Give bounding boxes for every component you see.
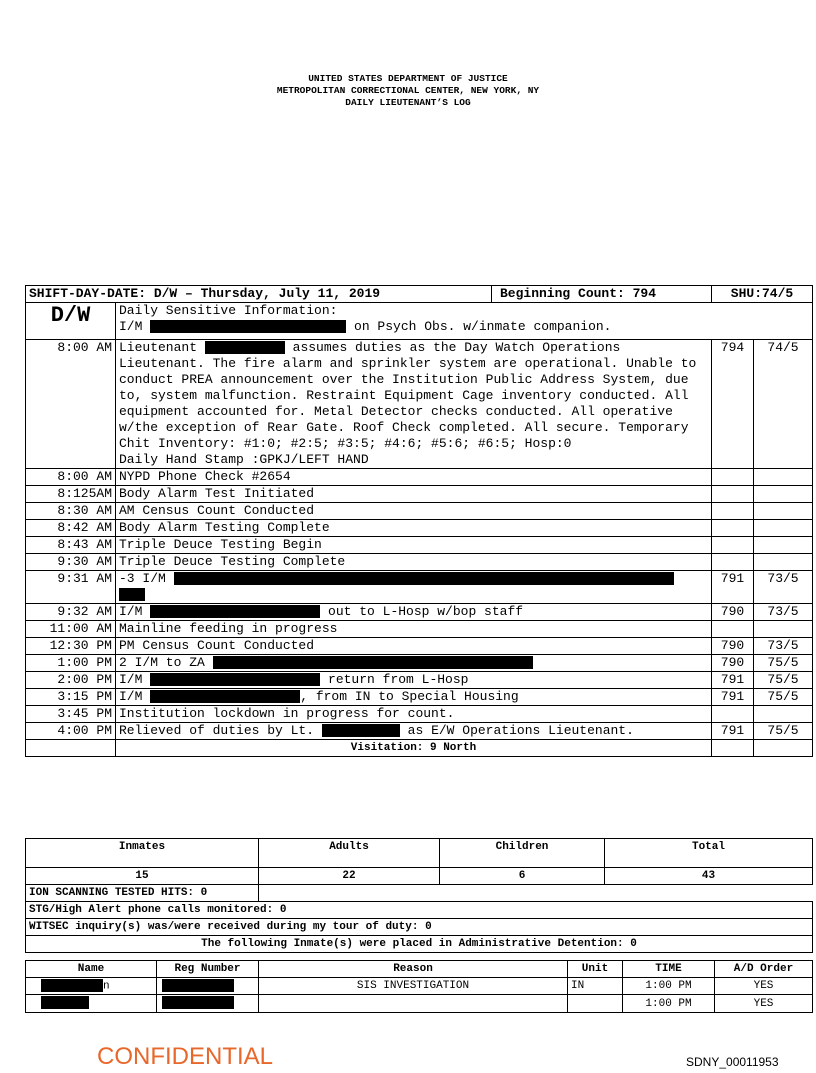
- entry-shu: [754, 520, 813, 537]
- admin-detention-title: The following Inmate(s) were placed in Administrative Detention: 0: [26, 936, 813, 953]
- entry-shu: [754, 554, 813, 571]
- entry-count: 790: [712, 604, 754, 621]
- sensitive-label: Daily Sensitive Information:: [119, 303, 338, 318]
- entry-time: 8:125AM: [26, 486, 116, 503]
- shift-code: D/W: [26, 303, 116, 340]
- entry-time: 2:00 PM: [26, 672, 116, 689]
- entry-time: 1:00 PM: [26, 655, 116, 672]
- log-entry-row: [26, 672, 813, 689]
- entry-text: Triple Deuce Testing Begin: [116, 537, 712, 554]
- ad-name-tail: n: [103, 980, 110, 993]
- entry-shu: 75/5: [754, 672, 813, 689]
- entry-text: Body Alarm Test Initiated: [116, 486, 712, 503]
- ad-reason: [259, 995, 568, 1012]
- visit-header-inmates: Inmates: [26, 839, 259, 868]
- redaction-box: [174, 572, 674, 585]
- redaction-box: [150, 690, 300, 703]
- entry-count: 791: [712, 672, 754, 689]
- log-entry-row: [26, 706, 813, 723]
- entry-count: 790: [712, 655, 754, 672]
- entry-shu: [754, 706, 813, 723]
- entry-text: Institution lockdown in progress for count.: [116, 706, 712, 723]
- table-row: [26, 978, 813, 995]
- entry-time: 8:42 AM: [26, 520, 116, 537]
- entry-time: 4:00 PM: [26, 723, 116, 740]
- entry-shu: [754, 621, 813, 638]
- entry-time: 9:31 AM: [26, 571, 116, 604]
- redaction-box: [322, 724, 400, 737]
- entry-text: return from L-Hosp: [328, 672, 469, 687]
- ad-header-name: Name: [26, 961, 157, 978]
- entry-count: 791: [712, 723, 754, 740]
- entry-time: 11:00 AM: [26, 621, 116, 638]
- log-entry-row: [26, 537, 813, 554]
- entry-count: [712, 503, 754, 520]
- entry-text: out to L-Hosp w/bop staff: [328, 604, 524, 619]
- redaction-box: [150, 673, 320, 686]
- ad-time: 1:00 PM: [623, 978, 715, 995]
- visitation-label: Visitation: 9 North: [116, 740, 712, 757]
- log-entry-row: [26, 554, 813, 571]
- entry-text: AM Census Count Conducted: [116, 503, 712, 520]
- entry-count: [712, 706, 754, 723]
- log-entry-row: [26, 503, 813, 520]
- sensitive-info-row: [26, 303, 813, 340]
- redaction-box: [150, 320, 346, 333]
- entry-shu: [754, 503, 813, 520]
- beginning-count: Beginning Count: 794: [500, 286, 657, 301]
- header-line-2: METROPOLITAN CORRECTIONAL CENTER, NEW YORK, NY: [276, 85, 540, 96]
- visitation-row: [26, 740, 813, 757]
- log-entry-row: [26, 621, 813, 638]
- entry-time: 8:00 AM: [26, 340, 116, 469]
- redaction-box: [119, 588, 145, 601]
- header-line-1: UNITED STATES DEPARTMENT OF JUSTICE: [308, 73, 508, 84]
- entry-prefix: I/M: [119, 689, 143, 704]
- entry-count: [712, 537, 754, 554]
- visit-header-adults: Adults: [259, 839, 440, 868]
- entry-time: 9:32 AM: [26, 604, 116, 621]
- entry-prefix: I/M: [119, 604, 143, 619]
- confidential-stamp: CONFIDENTIAL: [97, 1043, 274, 1070]
- ad-unit: [568, 995, 623, 1012]
- log-entry-row: [26, 340, 813, 469]
- entry-shu: 75/5: [754, 689, 813, 706]
- entry-text: Mainline feeding in progress: [116, 621, 712, 638]
- log-entry-row: [26, 604, 813, 621]
- entry-prefix: Lieutenant: [119, 340, 198, 355]
- entry-count: [712, 554, 754, 571]
- log-entry-row: [26, 571, 813, 604]
- entry-prefix: Relieved of duties by Lt.: [119, 723, 315, 738]
- entry-shu: 73/5: [754, 604, 813, 621]
- visit-header-total: Total: [605, 839, 813, 868]
- entry-text: NYPD Phone Check #2654: [116, 469, 712, 486]
- entry-time: 8:30 AM: [26, 503, 116, 520]
- entry-shu: 73/5: [754, 638, 813, 655]
- entry-shu: 75/5: [754, 655, 813, 672]
- stg-calls: STG/High Alert phone calls monitored: 0: [26, 902, 813, 919]
- redaction-box: [41, 996, 89, 1009]
- entry-shu: 75/5: [754, 723, 813, 740]
- entry-time: 12:30 PM: [26, 638, 116, 655]
- entry-shu: 74/5: [754, 340, 813, 469]
- entry-text: assumes duties as the Day Watch Operations Lieutenant. The fire alarm and sprinkler system are operational. Unable to conduct PREA announcement over the Institution Public Address System, due to, system malfunction. Restraint Equipment Cage inventory conducted. All equipment accounted for. Metal Detector checks conducted. All operative w/the exception of Rear Gate. Roof Check completed. All secure. Temporary Chit Inventory: #1:0; #2:5; #3:5; #4:6; #5:6; #6:5; Hosp:0: [119, 340, 697, 451]
- visit-children-value: 6: [440, 868, 605, 885]
- entry-prefix: I/M: [119, 672, 143, 687]
- log-entry-row: [26, 689, 813, 706]
- entry-text: Body Alarm Testing Complete: [116, 520, 712, 537]
- entry-time: 3:45 PM: [26, 706, 116, 723]
- entry-count: [712, 486, 754, 503]
- ad-header-order: A/D Order: [715, 961, 813, 978]
- entry-shu: [754, 537, 813, 554]
- entry-count: 791: [712, 689, 754, 706]
- ad-order: YES: [715, 978, 813, 995]
- entry-count: 790: [712, 638, 754, 655]
- log-entry-row: [26, 723, 813, 740]
- lieutenant-log-table: [25, 285, 813, 757]
- entry-text: , from IN to Special Housing: [300, 689, 519, 704]
- table-row: [26, 995, 813, 1012]
- sensitive-suffix: on Psych Obs. w/inmate companion.: [354, 319, 612, 334]
- ad-header-reg-number: Reg Number: [157, 961, 259, 978]
- redaction-box: [162, 996, 234, 1009]
- summary-table: [25, 884, 813, 953]
- entry-text: PM Census Count Conducted: [116, 638, 712, 655]
- entry-count: [712, 520, 754, 537]
- log-entry-row: [26, 469, 813, 486]
- redaction-box: [150, 605, 320, 618]
- entry-count: [712, 621, 754, 638]
- ion-scanning-hits: ION SCANNING TESTED HITS: 0: [26, 885, 259, 902]
- entry-text: 2 I/M to ZA: [119, 655, 205, 670]
- entry-count: [712, 469, 754, 486]
- visit-adults-value: 22: [259, 868, 440, 885]
- log-entry-row: [26, 520, 813, 537]
- ad-unit: IN: [568, 978, 623, 995]
- entry-time: 8:00 AM: [26, 469, 116, 486]
- ad-header-unit: Unit: [568, 961, 623, 978]
- ad-reason: SIS INVESTIGATION: [259, 978, 568, 995]
- entry-time: 9:30 AM: [26, 554, 116, 571]
- visit-total-value: 43: [605, 868, 813, 885]
- entry-text: -3 I/M: [119, 571, 166, 586]
- witsec-inquiries: WITSEC inquiry(s) was/were received during my tour of duty: 0: [26, 919, 813, 936]
- admin-detention-table: [25, 960, 813, 1013]
- ad-order: YES: [715, 995, 813, 1012]
- redaction-box: [162, 979, 234, 992]
- ad-header-reason: Reason: [259, 961, 568, 978]
- entry-time: 3:15 PM: [26, 689, 116, 706]
- entry-shu: [754, 469, 813, 486]
- entry-shu: 73/5: [754, 571, 813, 604]
- sensitive-prefix: I/M: [119, 319, 143, 334]
- log-entry-row: [26, 655, 813, 672]
- redaction-box: [205, 341, 285, 354]
- entry-count: 794: [712, 340, 754, 469]
- redaction-box: [41, 979, 103, 992]
- entry-time: 8:43 AM: [26, 537, 116, 554]
- redaction-box: [213, 656, 533, 669]
- header-line-3: DAILY LIEUTENANT’S LOG: [345, 97, 471, 108]
- ad-time: 1:00 PM: [623, 995, 715, 1012]
- ad-header-time: TIME: [623, 961, 715, 978]
- visitation-table: [25, 838, 813, 885]
- visit-inmates-value: 15: [26, 868, 259, 885]
- entry-shu: [754, 486, 813, 503]
- entry-count: 791: [712, 571, 754, 604]
- log-entry-row: [26, 486, 813, 503]
- entry-text: as E/W Operations Lieutenant.: [407, 723, 634, 738]
- hand-stamp: Daily Hand Stamp :GPKJ/LEFT HAND: [119, 452, 369, 467]
- shu-count: SHU:74/5: [712, 286, 813, 303]
- visit-header-children: Children: [440, 839, 605, 868]
- shift-day-date: SHIFT-DAY-DATE: D/W – Thursday, July 11, 2019: [26, 286, 492, 302]
- bates-number: SDNY_00011953: [686, 1055, 779, 1069]
- log-entry-row: [26, 638, 813, 655]
- log-header-row: [26, 286, 813, 303]
- document-header: [0, 73, 816, 109]
- entry-text: Triple Deuce Testing Complete: [116, 554, 712, 571]
